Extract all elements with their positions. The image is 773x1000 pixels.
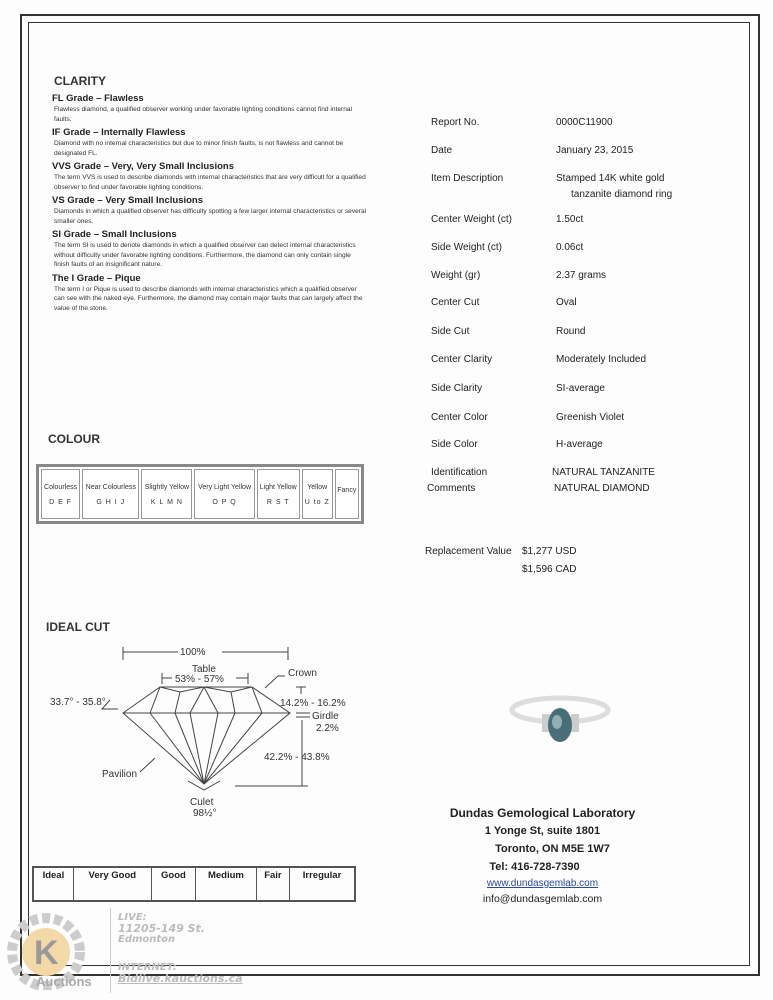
clarity-grades (52, 90, 367, 313)
colour-title: COLOUR (48, 432, 100, 446)
report-field-value: NATURAL DIAMOND (554, 483, 650, 494)
watermark-internet (118, 962, 243, 984)
colour-grade-letters: U to Z (304, 498, 330, 506)
clarity-grade-description: The term I or Pique is used to describe diamonds with internal characteristics which a qualified observer can see with the naked eye. Furthermore, the diamond may contain major faults that can largely affect the value of the stone. (54, 285, 363, 312)
colour-grade-letters: O P Q (212, 498, 237, 506)
report-field-value: January 23, 2015 (556, 145, 634, 156)
clarity-grade-description: The term SI is used to denote diamonds in which a qualified observer can detect internal characteristics without difficulty under favorable lighting conditions. Furthermore, the diamond can only contain single finish faults of an insignificant nature. (54, 242, 356, 268)
watermark-divider (110, 908, 111, 993)
cut-grade-cell: Irregular (290, 867, 355, 901)
svg-text:Auctions: Auctions (36, 974, 92, 989)
cut-grade-cell: Very Good (73, 867, 151, 901)
report-field-label: Side Weight (ct) (431, 242, 502, 253)
kastner-auctions-logo (6, 912, 104, 990)
table-range: 53% - 57% (175, 674, 224, 685)
colour-grade-name: Fancy (337, 487, 357, 494)
report-field-label: Side Cut (431, 326, 470, 337)
replacement-value-cad: $1,596 CAD (522, 564, 577, 575)
colour-grade-cell (141, 469, 192, 519)
ring-photo (505, 680, 615, 760)
colour-grade-letters: R S T (266, 498, 290, 506)
report-field-label: Side Color (431, 439, 478, 450)
crown-height: 14.2% - 16.2% (280, 698, 346, 709)
clarity-grade-heading: The I Grade – Pique (52, 272, 141, 284)
lab-name: Dundas Gemological Laboratory (449, 806, 636, 820)
colour-grade-letters: G H I J (96, 498, 126, 506)
colour-grade-cell (257, 469, 300, 519)
cut-grade-cell: Fair (256, 867, 289, 901)
clarity-grade-description: Diamond with no internal characteristics but due to minor finish faults, is not flawless and cannot be designated FL. (54, 140, 344, 157)
report-field-value: Round (556, 326, 586, 337)
girdle-value: 2.2% (316, 723, 339, 734)
colour-grade-name: Slightly Yellow (144, 483, 190, 491)
report-field-value: 1.50ct (556, 214, 584, 225)
report-field-value: Oval (556, 297, 577, 308)
colour-grade-name: Colourless (44, 483, 78, 491)
clarity-title: CLARITY (54, 74, 106, 88)
live-city: Edmonton (118, 934, 176, 945)
report-field-label: Report No. (431, 117, 480, 128)
ideal-cut-title: IDEAL CUT (46, 620, 110, 634)
report-field-label: Center Clarity (431, 354, 493, 365)
colour-grade-name: Very Light Yellow (198, 483, 252, 491)
report-field-value: Moderately Included (556, 354, 647, 365)
lab-website-link[interactable]: www.dundasgemlab.com (486, 878, 599, 889)
colour-grade-name: Light Yellow (259, 483, 297, 491)
diamond-proportions-diagram (30, 630, 370, 830)
report-field-label: Identification (431, 467, 488, 478)
clarity-grade-description: The term VVS is used to describe diamonds with internal characteristics that are very difficult for a qualified observer to find under favorable lighting conditions. (54, 174, 366, 191)
lab-email: info@dundasgemlab.com (482, 893, 603, 905)
clarity-grade-heading: SI Grade – Small Inclusions (52, 229, 177, 240)
watermark-live (118, 912, 205, 945)
report-field-label: Date (431, 145, 453, 156)
report-field-label: Item Description (431, 173, 504, 184)
cut-grade-cell: Ideal (33, 867, 73, 901)
colour-grade-letters: K L M N (150, 498, 183, 506)
replacement-value-label: Replacement Value (425, 546, 512, 557)
culet-angle: 98½° (193, 808, 217, 819)
lab-phone: Tel: 416-728-7390 (489, 861, 580, 873)
report-field-label: Side Clarity (431, 383, 483, 394)
live-label: LIVE: (118, 912, 147, 923)
colour-scale-table (36, 464, 364, 524)
colour-grade-cell (82, 469, 139, 519)
report-field-value: Greenish Violet (556, 412, 625, 423)
report-field-label: Center Weight (ct) (431, 214, 512, 225)
report-field-label: Center Color (431, 412, 488, 423)
cut-grade-cell: Medium (196, 867, 257, 901)
clarity-grade-heading: VS Grade – Very Small Inclusions (52, 195, 204, 206)
report-field-value: SI-average (556, 383, 605, 394)
clarity-grade-heading: FL Grade – Flawless (52, 93, 144, 104)
lab-address-street: 1 Yonge St, suite 1801 (484, 825, 601, 837)
internet-url: Bidlive.kauctions.ca (118, 972, 243, 985)
width-label: 100% (180, 647, 206, 658)
replacement-value-usd: $1,277 USD (522, 546, 577, 557)
pavilion-label: Pavilion (102, 769, 138, 780)
report-field-value: H-average (556, 439, 603, 450)
colour-grade-cell (41, 469, 80, 519)
lab-address-city: Toronto, ON M5E 1W7 (495, 843, 610, 855)
report-field-value: 0.06ct (556, 242, 584, 253)
crown-label: Crown (288, 668, 317, 679)
report-field-label: Weight (gr) (431, 270, 481, 281)
clarity-grade-description: Diamonds in which a qualified observer has difficulty spotting a few larger internal characteristics or several smaller ones. (54, 208, 367, 225)
report-field-value: tanzanite diamond ring (571, 189, 673, 200)
colour-grade-cell (335, 469, 359, 519)
colour-grade-name: Near Colourless (85, 483, 136, 491)
clarity-grade-heading: VVS Grade – Very, Very Small Inclusions (52, 161, 234, 172)
table-label: Table (192, 664, 216, 675)
pavilion-depth: 42.2% - 43.8% (264, 752, 330, 763)
colour-grade-letters: D E F (49, 498, 73, 506)
report-field-value: Stamped 14K white gold (556, 173, 665, 184)
live-address: 11205-149 St. (118, 922, 205, 935)
cut-grade-table (32, 866, 356, 902)
report-field-value: 2.37 grams (556, 270, 607, 281)
report-field-value: NATURAL TANZANITE (552, 467, 655, 478)
clarity-grade-heading: IF Grade – Internally Flawless (52, 127, 186, 138)
colour-grade-cell (194, 469, 254, 519)
internet-label: INTERNET: (118, 962, 177, 973)
colour-grade-name: Yellow (307, 483, 328, 491)
colour-grade-cell (302, 469, 333, 519)
culet-label: Culet (190, 797, 214, 808)
report-field-label: Comments (427, 483, 476, 494)
clarity-grade-description: Flawless diamond, a qualified observer working under favorable lighting conditions cannot find internal faults. (54, 106, 352, 123)
report-field-value: 0000C11900 (556, 117, 613, 128)
report-field-label: Center Cut (431, 297, 480, 308)
girdle-label: Girdle (312, 711, 339, 722)
svg-text:K: K (34, 934, 59, 972)
crown-angle: 33.7° - 35.8° (50, 697, 106, 708)
cut-grade-cell: Good (151, 867, 195, 901)
